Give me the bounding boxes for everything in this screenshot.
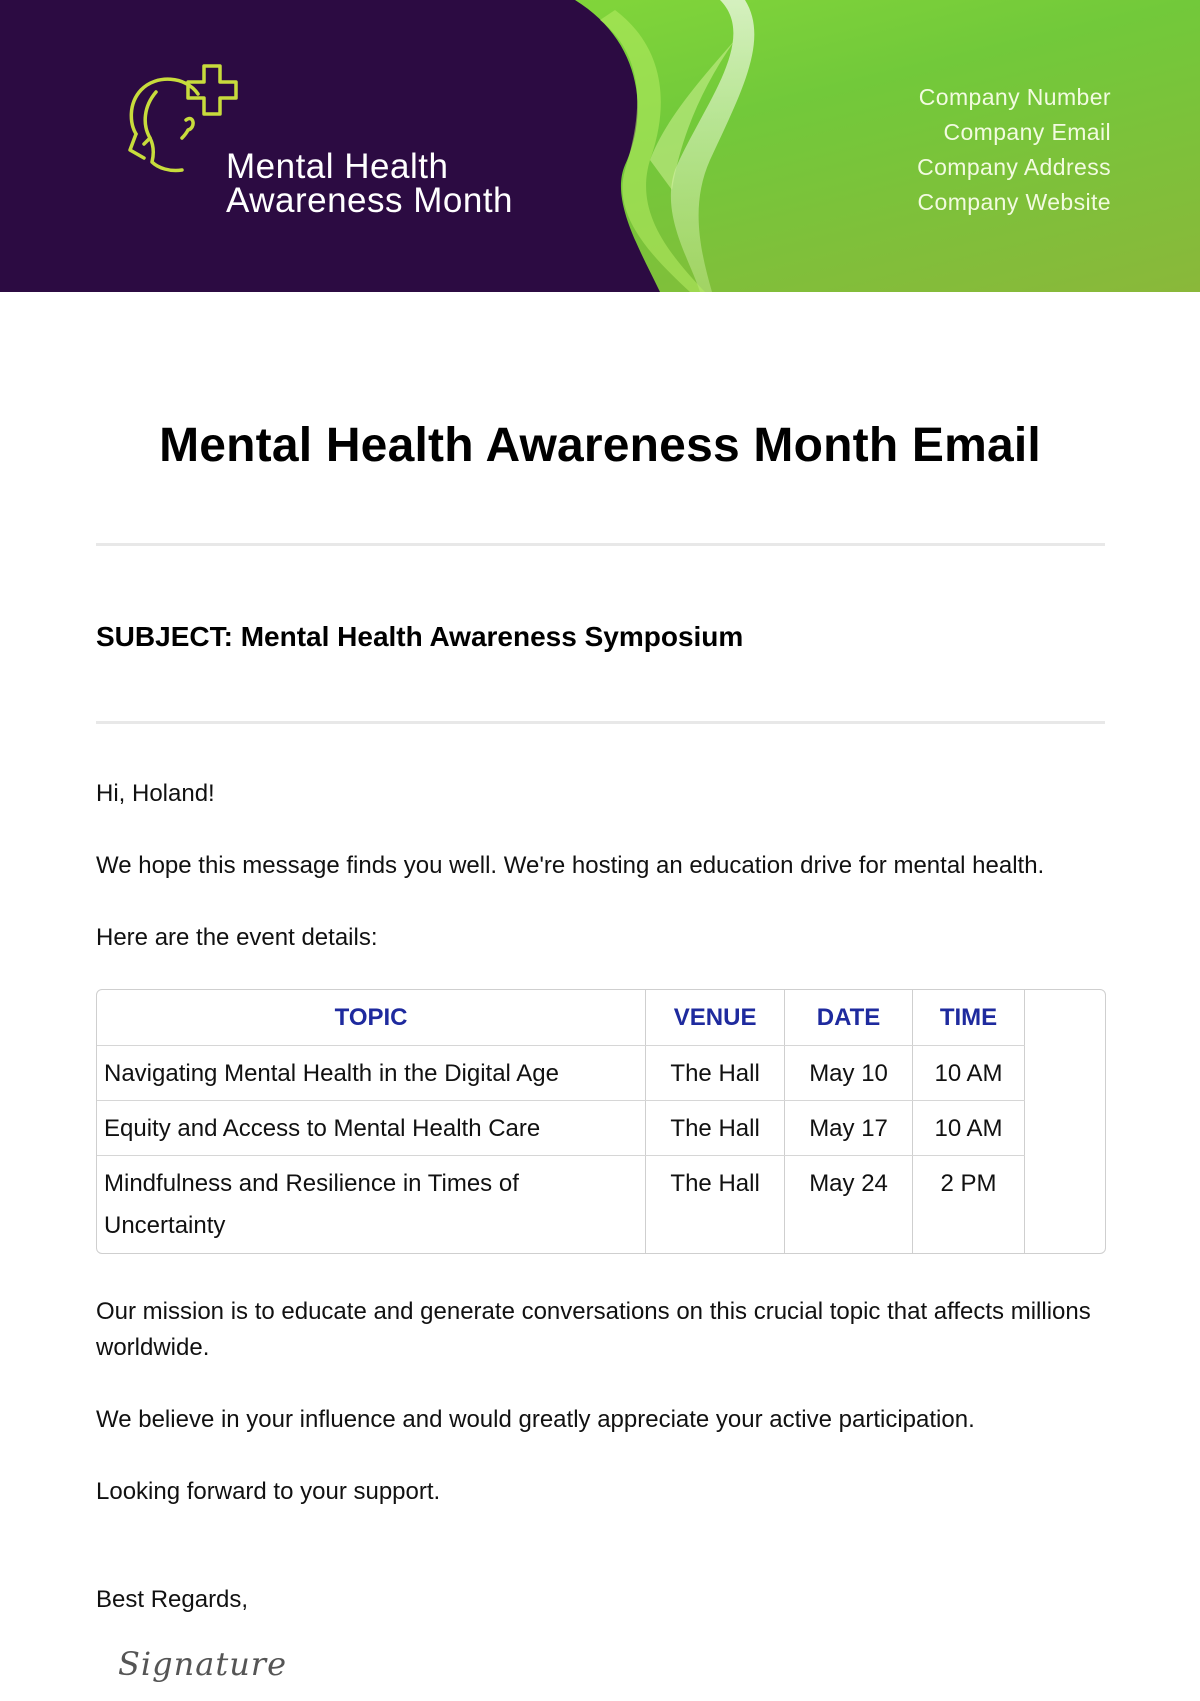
cell-date: May 17 <box>785 1101 913 1156</box>
cell-time: 2 PM <box>913 1156 1025 1254</box>
divider-top <box>96 543 1105 546</box>
company-contact-block <box>917 80 1111 220</box>
mission-paragraph: Our mission is to educate and generate conversations on this crucial topic that affects millions worldwide. <box>96 1298 1091 1361</box>
cell-date: May 24 <box>785 1156 913 1254</box>
brand-line-2: Awareness Month <box>226 181 514 220</box>
page-title: Mental Health Awareness Month Email <box>159 419 1041 472</box>
cell-venue: The Hall <box>646 1101 785 1156</box>
brand-line-1: Mental Health <box>226 147 449 186</box>
company-website: Company Website <box>917 189 1111 215</box>
signature: Signature <box>118 1645 288 1683</box>
event-details-table <box>96 989 1106 1254</box>
company-number: Company Number <box>918 84 1111 110</box>
company-email: Company Email <box>943 119 1111 145</box>
divider-bottom <box>96 721 1105 724</box>
cell-time: 10 AM <box>913 1046 1025 1101</box>
brand-name <box>226 147 514 220</box>
header-date: DATE <box>785 990 913 1046</box>
header-venue: VENUE <box>646 990 785 1046</box>
sign-off: Best Regards, <box>96 1586 249 1613</box>
cell-venue: The Hall <box>646 1046 785 1101</box>
header-topic: TOPIC <box>97 990 646 1046</box>
header-time: TIME <box>913 990 1025 1046</box>
cell-topic: Mindfulness and Resilience in Times of Uncertainty <box>97 1156 646 1254</box>
cell-date: May 10 <box>785 1046 913 1101</box>
company-address: Company Address <box>917 154 1111 180</box>
table-row <box>97 1046 1025 1101</box>
table-header-row <box>97 990 1025 1046</box>
table-row <box>97 1156 1025 1254</box>
email-subject: SUBJECT: Mental Health Awareness Symposium <box>96 621 744 652</box>
table-row <box>97 1101 1025 1156</box>
closing-line: Looking forward to your support. <box>96 1478 441 1505</box>
letterhead-banner <box>0 0 1200 292</box>
cell-time: 10 AM <box>913 1101 1025 1156</box>
intro-paragraph: We hope this message finds you well. We're hosting an education drive for mental health. <box>96 852 1045 879</box>
belief-paragraph: We believe in your influence and would greatly appreciate your active participation. <box>96 1406 975 1433</box>
cell-venue: The Hall <box>646 1156 785 1254</box>
details-lead: Here are the event details: <box>96 924 378 951</box>
cell-topic: Navigating Mental Health in the Digital Age <box>97 1046 646 1101</box>
cell-topic: Equity and Access to Mental Health Care <box>97 1101 646 1156</box>
greeting: Hi, Holand! <box>96 780 215 807</box>
